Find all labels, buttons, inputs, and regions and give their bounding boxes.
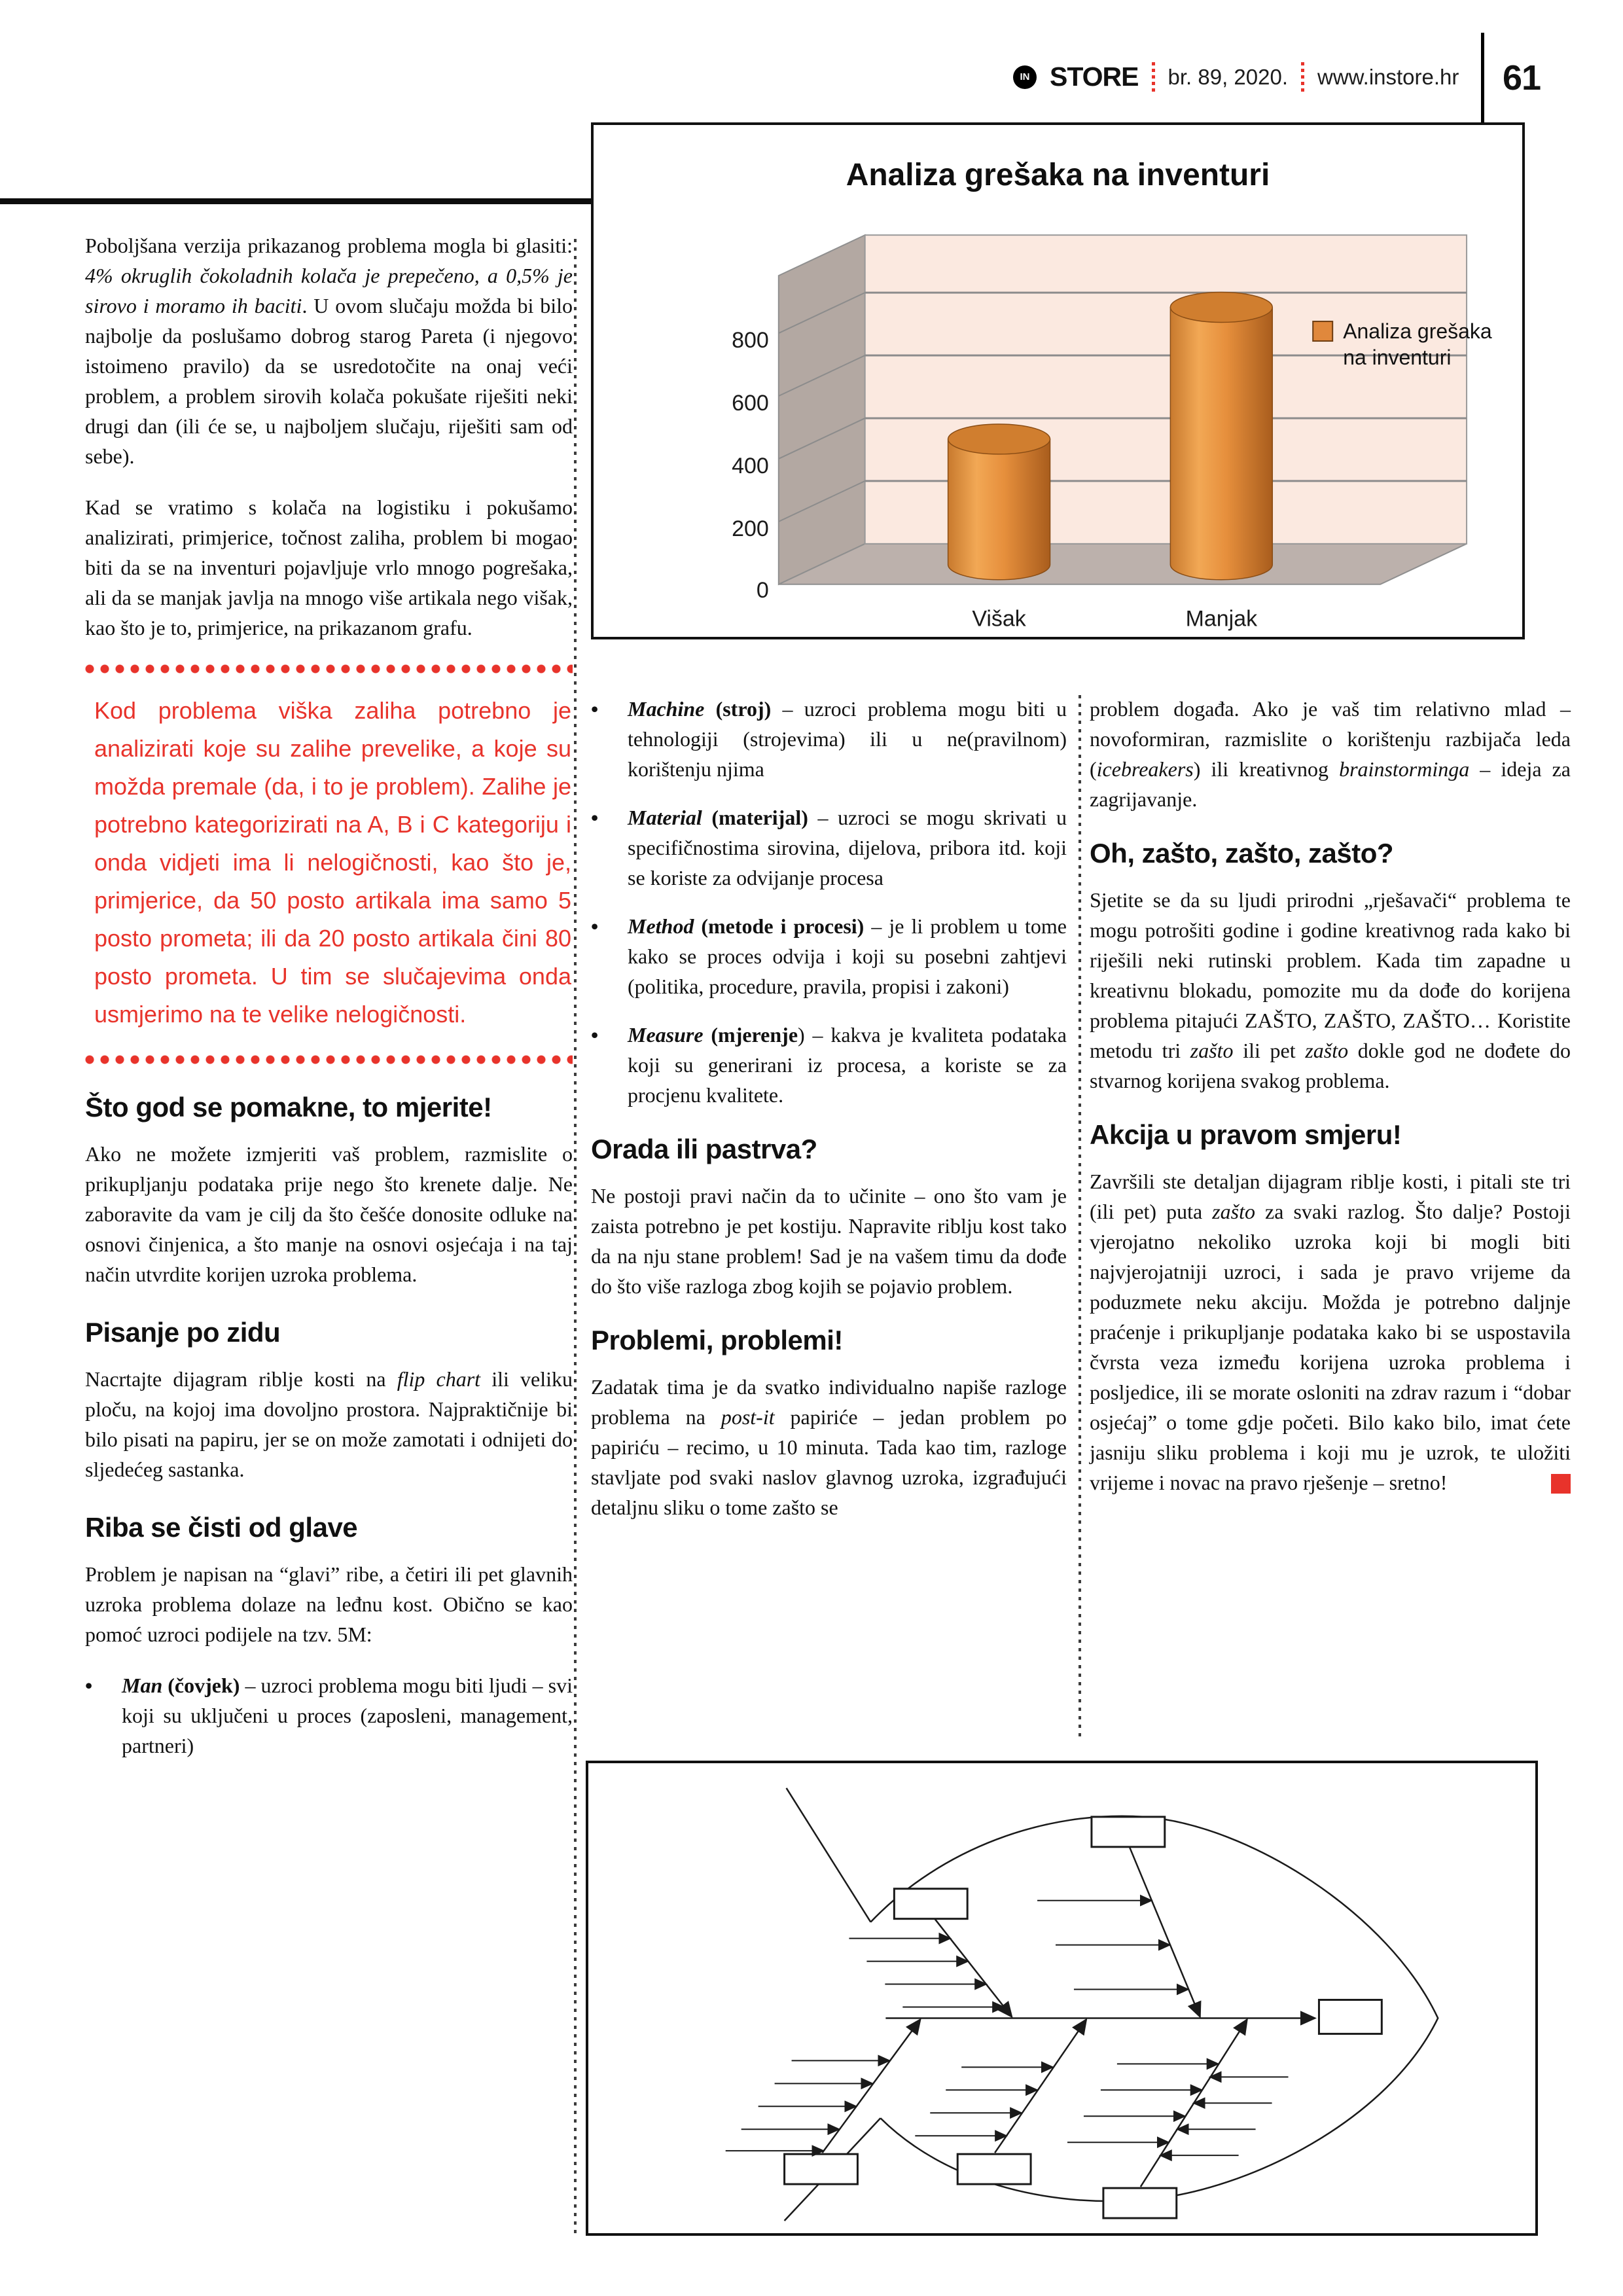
cause-bone (935, 1919, 1012, 2017)
issue-label: br. 89, 2020. (1168, 64, 1288, 89)
list-item (85, 1670, 573, 1761)
sub-cause-arrows (915, 2067, 1053, 2136)
svg-text:Višak: Višak (972, 606, 1026, 632)
paragraph: Poboljšana verzija prikazanog problema mogla bi glasiti: 4% okruglih čokoladnih kolača je prepečeno, a 0,5% je sirovo i moramo ih baciti. U ovom slučaju možda bi bilo najbolje da poslušamo dobrog starog Pareta (i njegovo istoimeno pravilo) da se usredotočite na onaj veći problem, a problem sirovih kolača pokušate riješiti neki drugi dan (ili će se, u najboljem slučaju, riješiti sam od sebe). (85, 234, 573, 468)
paragraph (1090, 1166, 1571, 1498)
category-box (894, 1889, 967, 1919)
problem-head-box (1319, 2000, 1382, 2034)
category-box (1092, 1817, 1165, 1847)
section-heading: Što god se pomakne, to mjerite! (85, 1092, 492, 1122)
list-item (591, 802, 1067, 893)
bullet-text: Machine (stroj) – uzroci problema mogu biti u tehnologiji (strojevima) ili u ne(pravilnom) korištenju njima (628, 697, 1067, 781)
bullet-marker: • (85, 1674, 93, 1697)
section-heading: Akcija u pravom smjeru! (1090, 1119, 1402, 1150)
section-heading: Oh, zašto, zašto, zašto? (1090, 838, 1394, 869)
page-header (1013, 62, 1459, 92)
x-axis-labels (972, 607, 1258, 632)
sub-cause-arrows (726, 2060, 890, 2151)
bullet-text: Material (materijal) – uzroci se mogu skrivati u specifičnostima sirovina, dijelova, pribora itd. koji se koriste za odvijanje procesa (628, 806, 1067, 889)
section-heading: Problemi, problemi! (591, 1325, 843, 1355)
svg-text:Manjak: Manjak (1185, 606, 1258, 632)
column-right (1090, 694, 1571, 1518)
chart-title: Analiza grešaka na inventuri (846, 158, 1270, 193)
svg-text:Analiza grešaka: Analiza grešaka (1343, 319, 1492, 344)
svg-text:na inventuri: na inventuri (1343, 346, 1452, 370)
category-box (785, 2154, 858, 2184)
chart-floor (779, 544, 1467, 584)
column-separator (1079, 695, 1081, 1737)
column-middle (591, 694, 1067, 1543)
svg-text:0: 0 (756, 577, 769, 603)
list-item (591, 1020, 1067, 1110)
section-heading: Orada ili pastrva? (591, 1134, 817, 1164)
red-dotted-separator-icon (1152, 62, 1155, 92)
sub-cause-arrows (849, 1939, 1004, 2007)
category-box (1103, 2188, 1177, 2218)
section-heading: Riba se čisti od glave (85, 1512, 358, 1543)
svg-text:400: 400 (732, 453, 769, 478)
section-heading: Pisanje po zidu (85, 1317, 281, 1348)
callout-text: Kod problema viška zaliha potrebno je analizirati koje su zalihe prevelike, a koje su možda premale (da, i to je problem). Zalihe je potrebno kategorizirati na A, B i C kategoriju i onda vidjeti ima li nelogičnosti, kao što je, primjerice, da 50 posto artikala ima samo 5 posto prometa; ili da 20 posto artikala čini 80 posto prometa. U tim se slučajevima onda usmjerimo na te velike nelogičnosti. (94, 697, 571, 1028)
bullet-text: Method (metode i procesi) – je li problem u tome kako se proces odvija i koji su posebni zahtjevi (politika, procedure, pravila, propisi i zakoni) (628, 914, 1067, 998)
category-box (957, 2154, 1031, 2184)
sub-cause-arrows (1067, 2064, 1289, 2155)
page-number: 61 (1503, 58, 1541, 98)
cylinder-visak (948, 424, 1050, 580)
cylinder-manjak (1170, 292, 1272, 579)
bullet-text: Man (čovjek) – uzroci problema mogu biti ljudi – svi koji su uključeni u proces (zaposleni, management, partneri) (122, 1674, 573, 1757)
cause-bone (1130, 1847, 1200, 2017)
red-dotted-rule (85, 664, 573, 673)
paragraph: Ne postoji pravi način da to učinite – ono što vam je zaista potrebno je pet kostiju. Napravite riblju kost tako da na nju stane problem! Sad je na vašem timu da dođe do što više razloga zbog kojih se pojavio problem. (591, 1184, 1067, 1298)
column-left (85, 230, 573, 1779)
svg-text:600: 600 (732, 390, 769, 416)
y-axis-labels (732, 328, 769, 603)
paragraph: Ako ne možete izmjeriti vaš problem, razmislite o prikupljanju podataka prije nego što krenete dalje. Ne zaboravite da vam je cilj da što češće donosite odluke na osnovi činjenica, a što manje na osnovi osjećaja i na taj način utvrdite korijen uzroka problema. (85, 1142, 573, 1286)
paragraph: Kad se vratimo s kolača na logistiku i pokušamo analizirati, primjerice, točnost zaliha, problem bi mogao biti da se na inventuri pojavljuje vrlo mnogo pogrešaka, ali da se manjak javlja na mnogo više artikala nego višak, kao što je to, primjerice, na prikazanom grafu. (85, 495, 573, 639)
cause-bone (995, 2019, 1086, 2153)
instore-logo-icon: IN (1013, 65, 1037, 89)
legend-swatch (1313, 321, 1332, 341)
column-separator (574, 239, 577, 2238)
bullet-text: Measure (mjerenje) – kakva je kvaliteta podataka koji su generirani iz procesa, a koriste se za procjenu kvalitete. (628, 1023, 1067, 1107)
page-number-divider (1481, 33, 1484, 137)
site-url: www.instore.hr (1317, 64, 1459, 89)
fish-tail-top (787, 1788, 871, 1922)
list-item (591, 694, 1067, 784)
top-left-rule (0, 198, 591, 204)
bullet-marker: • (591, 1023, 599, 1047)
paragraph: problem događa. Ako je vaš tim relativno mlad – novoformiran, razmislite o korištenju razbijača leda (icebreakers) ili kreativnog brainstorminga – ideja za zagrijavanje. (1090, 697, 1571, 811)
paragraph-text: Završili ste detaljan dijagram riblje kosti, i pitali ste tri (ili pet) puta zašto za svaki razlog. Što dalje? Postoji vjerojatno nekoliko uzroka koji bi mogli biti najvjerojatniji uzroci, i sada je pravo vrijeme da poduzmete neku akciju. Možda je potrebno daljnje praćenje i prikupljanje podataka kako bi se uspostavila čvrsta veza između korijena uzroka problema i posljedice, ili se morate osloniti na zdrav razum i “dobar osjećaj” o tome gdje početi. Bilo kako bilo, imat ćete jasniju sliku problema i koji mu je uzrok, te uložiti vrijeme i novac na pravo rješenje – sretno! (1090, 1170, 1571, 1494)
bullet-marker: • (591, 914, 599, 938)
paragraph: Sjetite se da su ljudi prirodni „rješavači“ problema te mogu potrošiti godine i godine kreativnog rada kako bi riješili neki rutinski problem. Kada tim zapadne u kreativnu blokadu, pomozite mu da dođe do korijena problema pitajući ZAŠTO, ZAŠTO, ZAŠTO… Koristite metodu tri zašto ili pet zašto dokle god ne dođete do stvarnog korijena svakog problema. (1090, 888, 1571, 1092)
bullet-marker: • (591, 697, 599, 721)
sub-cause-arrows (1037, 1901, 1188, 1990)
brand-name: STORE (1050, 62, 1139, 92)
bullet-marker: • (591, 806, 599, 829)
article-end-mark (1551, 1474, 1571, 1494)
paragraph: Zadatak tima je da svatko individualno napiše razloge problema na post-it papiriće – jedan problem po papiriću – recimo, u 10 minuta. Tada kao tim, razloge stavljate pod svaki naslov glavnog uzroka, izgrađujući detaljnu sliku o tome zašto se (591, 1375, 1067, 1519)
paragraph: Problem je napisan na “glavi” ribe, a četiri ili pet glavnih uzroka problema dolaze na leđnu kost. Obično se kao pomoć uzroci podijele na tzv. 5M: (85, 1562, 573, 1646)
red-dotted-separator-icon (1301, 62, 1304, 92)
inventory-errors-chart (591, 122, 1525, 639)
svg-text:200: 200 (732, 516, 769, 541)
cause-bone (823, 2019, 921, 2153)
paragraph: Nacrtajte dijagram riblje kosti na flip chart ili veliku ploču, na kojoj ima dovoljno prostora. Najpraktičnije bi bilo pisati na papiru, jer se on može zamotati i odnijeti do sljedećeg sastanka. (85, 1367, 573, 1481)
svg-text:800: 800 (732, 328, 769, 353)
fishbone-diagram (586, 1761, 1538, 2236)
red-dotted-rule (85, 1054, 573, 1064)
chart-left-wall (779, 235, 865, 584)
list-item (591, 911, 1067, 1001)
